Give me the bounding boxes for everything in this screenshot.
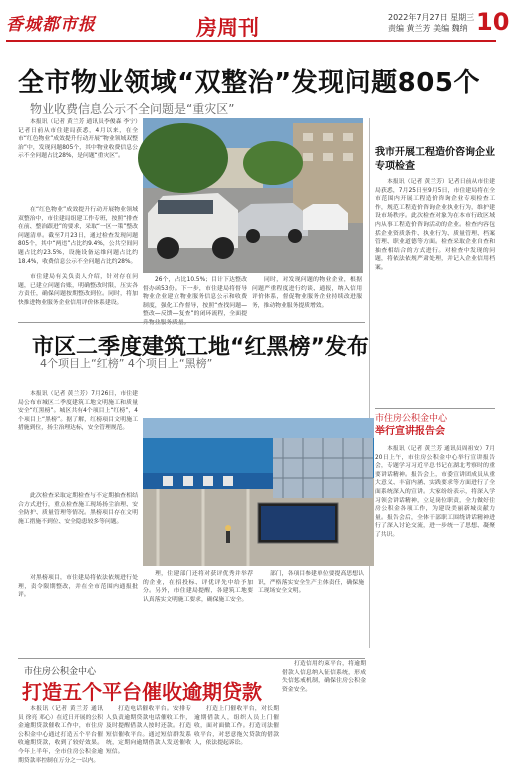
- story2-subhead: 4个项目上“红榜” 4个项目上“黑榜”: [40, 357, 213, 370]
- story2-paragraph: 理，住建部门还将对获评优秀并举荐的企业，在招投标、评优评先中给予加分。另外，市住建局提醒，各建筑工地要认真落实文明施工要求，确保施工安全。: [143, 571, 253, 603]
- side1-paragraph: 本报讯（记者 黄兰芳）记者日前从市住建局获悉，7月25日至9月5日，市住建局将在全市范围内开展工程造价咨询企业专项检查工作，规范工程造价咨询企业执业行为，维护建设市场秩序。此次检查对象为在本市行政区域内从事工程造价咨询活动的企业。检查内容包括企业资质条件、执业行为、质量管理、档案管理、职业道德等方面。检查采取企业自查和抽查相结合的方式进行。对检查中发现的问题，将依法依规严肃处理，并记入企业信用档案。: [375, 179, 495, 271]
- story-divider: [18, 322, 365, 323]
- newspaper-logo: 香城都市报: [6, 15, 96, 35]
- story3-paragraph: 打造信用约束平台，将逾期借款人信息纳入征信系统，形成失信惩戒机制，确保住房公积金资金安全。: [282, 661, 366, 693]
- story2-column: [258, 570, 364, 610]
- story1-photo: [143, 118, 363, 273]
- story1-column: [143, 276, 247, 316]
- story3-column: [194, 705, 279, 747]
- story3-paragraph: 打造上门催收平台，对长期逾期借款人，组织人员上门催收，面对面做工作。打造司法催收平台，对恶意拖欠贷款的借款人，依法提起诉讼。: [194, 706, 279, 747]
- story2-paragraph: 此次检查采取定期检查与不定期抽查相结合方式进行，重点检查施工现场扬尘治理、安全防护、质量管理等情况。黑榜项目存在文明施工措施不到位、安全隐患较多等问题。: [18, 493, 138, 525]
- story1-paragraph: 在“红色物业”成效提升行动开展物业领域双整治中，市住建局组建工作专班，按照“排查在前、整治跟进”的要求，采取“一区一策”整改问题清单。截至7月23日，通过检查发现问题805个，其中“两违”占比约9.4%，公共空间问题占比约23.5%，设施设备运维问题占比约18.4%，收费信息公示不全问题占比约28%。: [18, 207, 138, 265]
- story2-paragraph: 对黑榜项目，市住建局将依法依规进行处理，责令限期整改，并在全市范围内通报批评。: [18, 575, 138, 599]
- side1-column: [375, 178, 495, 400]
- issue-date: 2022年7月27日 星期三: [388, 13, 475, 22]
- story2-paragraph: 本报讯（记者 黄兰芳）7月26日，市住建局公布市城区二季度建筑工地文明施工和质量安全“红黑榜”。城区共有4个项目上“红榜”，4个项目上“黑榜”。据了解，红榜项目文明施工措施到位，扬尘治理达标，安全管理规范。: [18, 391, 138, 432]
- story1-column: [252, 276, 362, 316]
- story1-headline: 全市物业领域“双整治”发现问题805个: [18, 68, 480, 98]
- story3-paragraph: 本报讯（记者 黄兰芳 通讯员 徐亮 邓心）在近日开展的公积金逾期贷款催收工作中，市住房公积金中心通过打造五个平台催收逾期贷款，收到了较好效果。今年上半年，全市住房公积金逾期贷款率控制在万分之一以内。: [18, 706, 103, 764]
- story-divider: [18, 658, 365, 659]
- masthead-rule: [6, 40, 496, 42]
- story2-column: [143, 570, 253, 610]
- story3-label: 市住房公积金中心: [24, 667, 97, 677]
- story3-column: [282, 660, 366, 747]
- dateline: [388, 12, 474, 34]
- side2-headline: 举行宣讲报告会: [375, 426, 445, 437]
- story3-headline: 打造五个平台催收逾期贷款: [22, 680, 262, 704]
- story1-paragraph: 同时，对发现问题的物业企业，根据问题严重程度进行约谈、通报，纳入信用评价体系，督促物业服务企业持续改进服务，推动物业服务提质增效。: [252, 277, 362, 309]
- editor-credit: 责编 黄兰芳 美编 魏纳: [388, 24, 468, 33]
- story1-paragraph: 26个，占比10.5%；目计下达整改督办函53份。下一步，市住建局将督导物业企业建立物业服务信息公示和收费制度，强化工作督导，按照“查找问题—整改—反馈—复查”的闭环流程，全面提: [143, 277, 247, 318]
- story1-column: [18, 118, 138, 204]
- story3-column: [18, 705, 103, 764]
- section-title: 房周刊: [196, 16, 259, 40]
- story1-subhead: 物业收费信息公示不全问题是“重灾区”: [30, 102, 235, 116]
- story2-column: [18, 574, 138, 604]
- side-divider: [375, 408, 495, 409]
- side1-headline: 我市开展工程造价咨询企业专项检查: [375, 147, 495, 172]
- side2-paragraph: 本报讯（记者 黄兰芳 通讯员周祖安）7月20日上午，市住房公积金中心举行宣讲报告会，专题学习习近平总书记在湖北考察时的重要讲话精神。报告会上，市委宣讲团成员从重大意义、丰富内涵、实践要求等方面进行了全面系统深入的宣讲。大家纷纷表示，将深入学习领会讲话精神，立足岗位职责，全力做好住房公积金各项工作，为建设美丽新城贡献力量。报告会后，全体干部职工围绕讲话精神进行了深入讨论交流，进一步统一了思想、凝聚了共识。: [375, 446, 495, 538]
- story3-paragraph: 打造电话催收平台。安排专人负责逾期贷款电话催收工作，及时提醒借款人按时还款。打造短信催收平台。通过短信群发系统，定期向逾期借款人发送催收短信。: [106, 706, 191, 755]
- story3-column: [106, 705, 191, 755]
- page-number: 10: [476, 8, 509, 36]
- story2-paragraph: 部门，各项目参建单位要提高思想认识，严格落实安全生产主体责任，确保施工现场安全文明。: [258, 571, 364, 595]
- story2-column: [18, 390, 138, 490]
- story2-headline: 市区二季度建筑工地“红黑榜”发布: [32, 335, 369, 360]
- story2-column: [18, 492, 138, 572]
- side2-column: [375, 445, 495, 740]
- story1-column: [18, 273, 138, 313]
- story1-paragraph: 市住建局有关负责人介绍，针对存在问题，已建立问题台账，明确整改时限，压实各方责任，确保问题按期整改到位。同时，将加快推进物业服务企业信用评价体系建设。: [18, 274, 138, 306]
- construction-site-photo: [143, 418, 374, 566]
- masthead: [6, 6, 509, 44]
- story2-photo: [143, 418, 374, 566]
- side2-label: 市住房公积金中心: [375, 414, 448, 424]
- column-divider: [369, 118, 370, 648]
- story1-paragraph: 本报讯（记者 黄兰芳 通讯员李俊森 李宁）记者日前从市住建局获悉，4月以来，在全市“红色物业”成效提升行动开展“物业领域双整治”中，发现问题805个，其中物业收费信息公示不全问题占比28%，是问题“重灾区”。: [18, 119, 138, 160]
- parking-lot-photo: [143, 118, 363, 273]
